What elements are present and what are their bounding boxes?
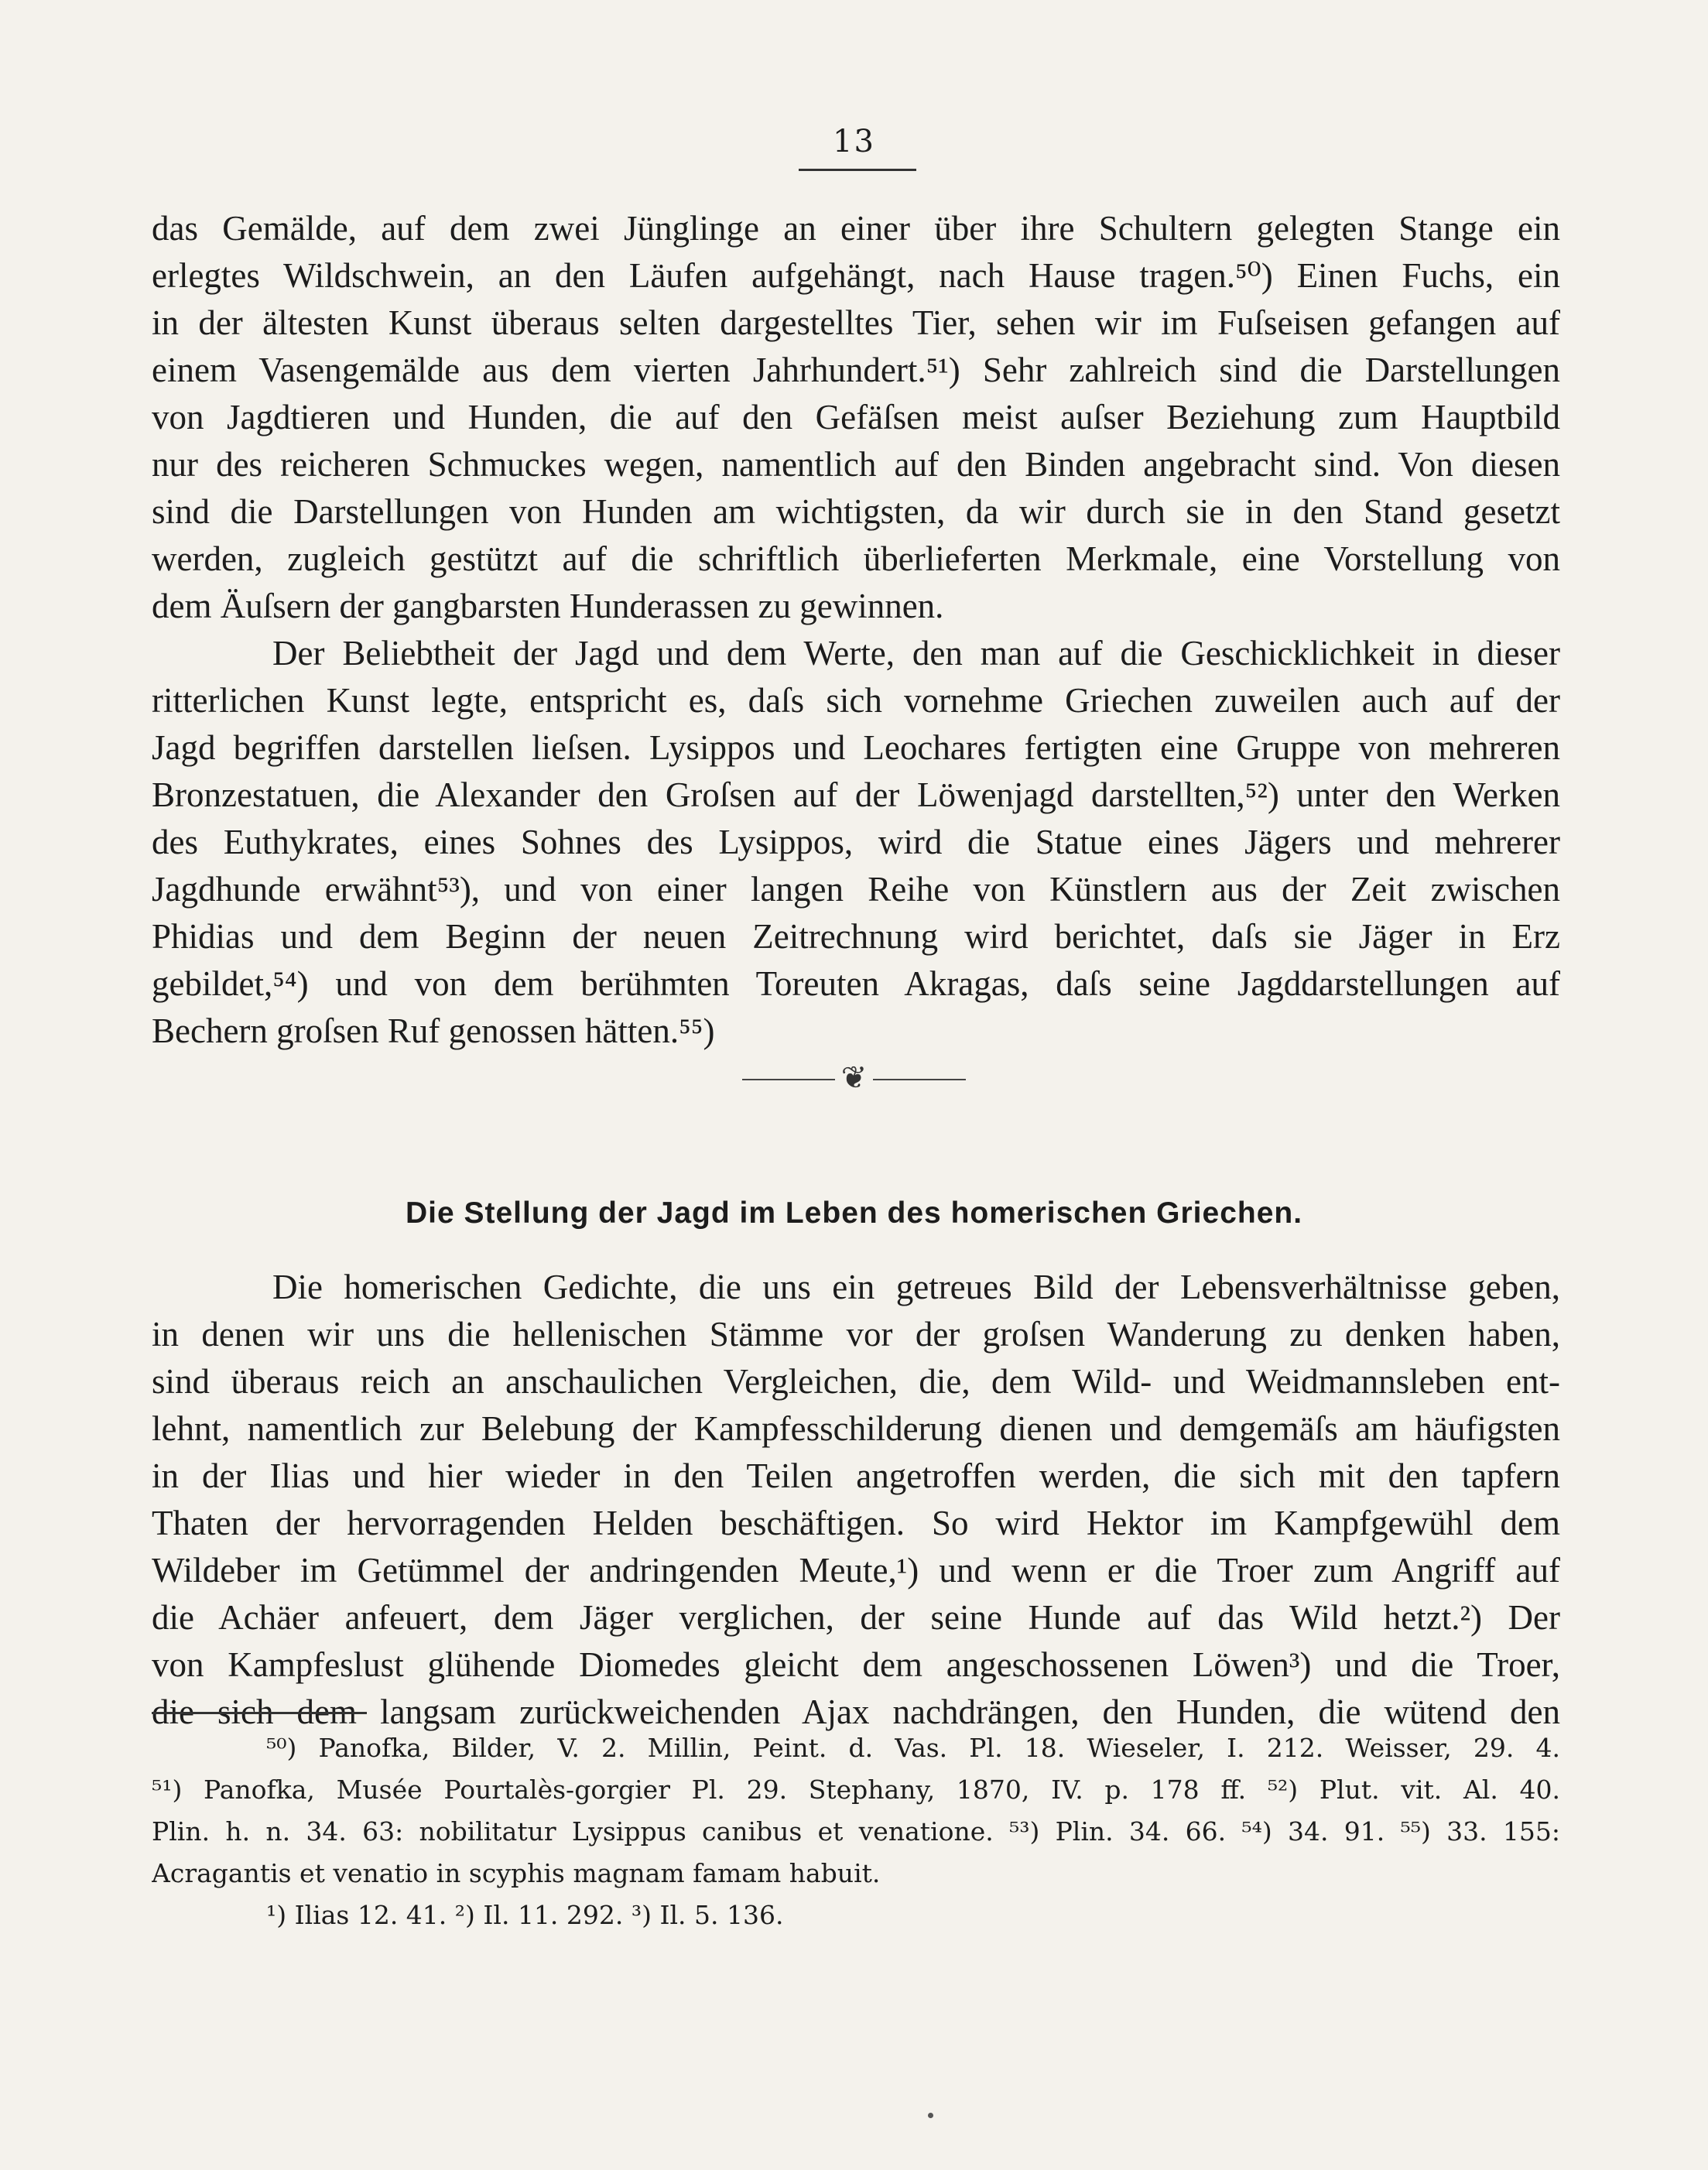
footnote-line: ⁵¹) Panofka, Musée Pourtalès-gorgier Pl. 29. Stephany, 1870, IV. p. 178 ff. ⁵²) Plut. vit. Al. 40. — [152, 1775, 1560, 1805]
text-line: von Kampfeslust glühende Diomedes gleicht dem angeschossenen Löwen³) und die Troer, — [152, 1645, 1560, 1684]
text-line: Der Beliebtheit der Jagd und dem Werte, den man auf die Geschicklichkeit in dieser — [272, 634, 1560, 673]
text-line: werden, zugleich gestützt auf die schriftlich überlieferten Merkmale, eine Vorstellung von — [152, 539, 1560, 578]
footnote-line: ⁵⁰) Panofka, Bilder, V. 2. Millin, Peint. d. Vas. Pl. 18. Wieseler, I. 212. Weisser, 29. 4. — [266, 1733, 1560, 1763]
text-line: des Euthykrates, eines Sohnes des Lysippos, wird die Statue eines Jägers und mehrerer — [152, 823, 1560, 861]
text-line: dem Äuſsern der gangbarsten Hunderassen zu gewinnen. — [152, 587, 944, 625]
text-line: Thaten der hervorragenden Helden beschäftigen. So wird Hektor im Kampfgewühl dem — [152, 1504, 1560, 1542]
text-line: Die homerischen Gedichte, die uns ein getreues Bild der Lebensverhältnisse geben, — [272, 1268, 1560, 1306]
text-line: einem Vasengemälde aus dem vierten Jahrhundert.⁵¹) Sehr zahlreich sind die Darstellungen — [152, 351, 1560, 389]
text-line: die sich dem langsam zurückweichenden Ajax nachdrängen, den Hunden, die wütend den — [152, 1693, 1560, 1731]
footnote-line: Acragantis et venatio in scyphis magnam famam habuit. — [152, 1858, 881, 1888]
text-line: erlegtes Wildschwein, an den Läufen aufgehängt, nach Hause tragen.⁵⁰) Einen Fuchs, ein — [152, 256, 1560, 295]
text-line: Jagdhunde erwähnt⁵³), und von einer langen Reihe von Künstlern aus der Zeit zwischen — [152, 870, 1560, 909]
footnote-line: Plin. h. n. 34. 63: nobilitatur Lysippus canibus et venatione. ⁵³) Plin. 34. 66. ⁵⁴) 34. 91. ⁵⁵) 33. 155: — [152, 1816, 1560, 1847]
text-line: Phidias und dem Beginn der neuen Zeitrechnung wird berichtet, daſs sie Jäger in Erz — [152, 917, 1560, 956]
page-number-rule — [799, 169, 916, 171]
section-ornament — [0, 1059, 1708, 1097]
text-line: Bechern groſsen Ruf genossen hätten.⁵⁵) — [152, 1011, 715, 1050]
footnotes — [152, 1727, 1560, 1936]
page-speck — [928, 2113, 933, 2118]
page-number: 13 — [833, 124, 875, 159]
text-line: nur des reicheren Schmuckes wegen, namentlich auf den Binden angebracht sind. Von diesen — [152, 445, 1560, 484]
text-line: von Jagdtieren und Hunden, die auf den Gefäſsen meist auſser Beziehung zum Hauptbild — [152, 398, 1560, 436]
section-heading: Die Stellung der Jagd im Leben des homerischen Griechen. — [405, 1196, 1303, 1230]
text-line: Wildeber im Getümmel der andringenden Meute,¹) und wenn er die Troer zum Angriff auf — [152, 1551, 1560, 1590]
text-line: Bronzestatuen, die Alexander den Groſsen auf der Löwenjagd darstellten,⁵²) unter den Werken — [152, 775, 1560, 814]
text-line: in der Ilias und hier wieder in den Teilen angetroffen werden, die sich mit den tapfern — [152, 1456, 1560, 1495]
footnote-line: ¹) Ilias 12. 41. ²) Il. 11. 292. ³) Il. 5. 136. — [266, 1900, 784, 1930]
text-line: lehnt, namentlich zur Belebung der Kampfesschilderung dienen und demgemäſs am häufigsten — [152, 1409, 1560, 1448]
section2-text — [152, 1264, 1560, 1736]
text-line: das Gemälde, auf dem zwei Jünglinge an einer über ihre Schultern gelegten Stange ein — [152, 209, 1560, 248]
ornament-rule-right — [873, 1079, 966, 1080]
text-line: sind die Darstellungen von Hunden am wichtigsten, da wir durch sie in den Stand gesetzt — [152, 492, 1560, 531]
text-line: gebildet,⁵⁴) und von dem berühmten Toreuten Akragas, daſs seine Jagddarstellungen auf — [152, 964, 1560, 1003]
text-line: sind überaus reich an anschaulichen Vergleichen, die, dem Wild- und Weidmannsleben ent- — [152, 1362, 1560, 1401]
section1-text — [152, 205, 1560, 1055]
text-line: ritterlichen Kunst legte, entspricht es, daſs sich vornehme Griechen zuweilen auch auf der — [152, 681, 1560, 720]
text-line: in der ältesten Kunst überaus selten dargestelltes Tier, sehen wir im Fuſseisen gefangen auf — [152, 303, 1560, 342]
text-line: die Achäer anfeuert, dem Jäger verglichen, der seine Hunde auf das Wild hetzt.²) Der — [152, 1598, 1560, 1637]
ornament-rule-left — [742, 1079, 835, 1080]
text-line: Jagd begriffen darstellen lieſsen. Lysippos und Leochares fertigten eine Gruppe von mehreren — [152, 728, 1560, 767]
fleuron-icon: ❦ — [840, 1060, 868, 1096]
footnote-rule — [152, 1712, 367, 1714]
text-line: in denen wir uns die hellenischen Stämme vor der groſsen Wanderung zu denken haben, — [152, 1315, 1560, 1354]
